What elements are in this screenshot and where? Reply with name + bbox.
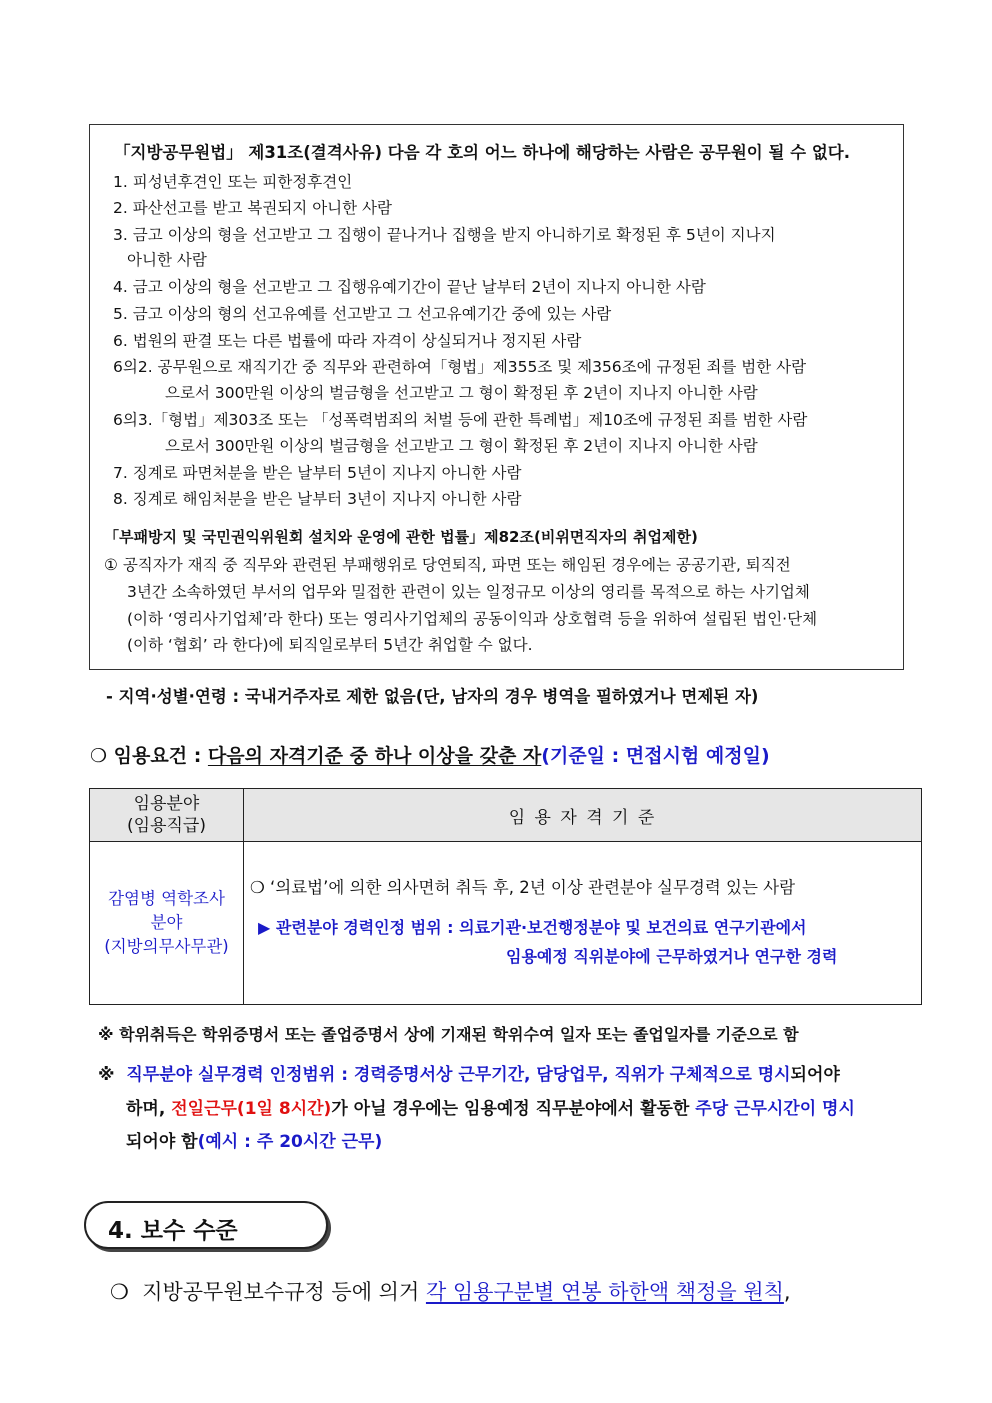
note-text: 되어야 xyxy=(790,1065,840,1085)
criteria-cell xyxy=(244,842,922,1005)
salary-text: , xyxy=(783,1280,791,1304)
list-item: 6의3.「형법」제303조 또는 「성폭력범죄의 처벌 등에 관한 특례법」제10조에 규정된 죄를 범한 사람 xyxy=(113,411,808,429)
list-item: 4. 금고 이상의 형을 선고받고 그 집행유예기간이 끝난 날부터 2년이 지나지 아니한 사람 xyxy=(113,278,706,296)
field-line: 감염병 역학조사 xyxy=(108,889,225,908)
criteria-sub: 임용예정 직위분야에 근무하였거나 연구한 경력 xyxy=(506,947,838,966)
note-degree: ※ 학위취득은 학위증명서 또는 졸업증명서 상에 기재된 학위수여 일자 또는 졸업일자를 기준으로 함 xyxy=(98,1025,799,1044)
list-item: 6. 법원의 판결 또는 다른 법률에 따라 자격이 상실되거나 정지된 사람 xyxy=(113,332,582,350)
qualification-table xyxy=(89,788,922,1005)
salary-text: 지방공무원보수규정 등에 의거 xyxy=(142,1280,426,1304)
list-item: 으로서 300만원 이상의 벌금형을 선고받고 그 형이 확정된 후 2년이 지나지 아니한 사람 xyxy=(165,437,758,455)
note-experience-cont xyxy=(126,1098,855,1120)
list-item: 6의2. 공무원으로 재직기간 중 직무와 관련하여「형법」제355조 및 제356조에 규정된 죄를 범한 사람 xyxy=(113,358,807,376)
list-item: 5. 금고 이상의 형의 선고유예를 선고받고 그 선고유예기간 중에 있는 사람 xyxy=(113,305,612,323)
law2-line: 3년간 소속하였던 부서의 업무와 밀접한 관련이 있는 일정규모 이상의 영리를 목적으로 하는 사기업체 xyxy=(127,583,810,601)
list-item: 8. 징계로 해임처분을 받은 날부터 3년이 지나지 아니한 사람 xyxy=(113,490,522,508)
note-example: (예시 : 주 20시간 근무) xyxy=(197,1132,383,1152)
list-item: 1. 피성년후견인 또는 피한정후견인 xyxy=(113,173,353,191)
note-text: 되어야 함 xyxy=(126,1132,198,1152)
disqualification-box xyxy=(89,124,904,670)
law2-line: (이하 ‘협회’ 라 한다)에 퇴직일로부터 5년간 취업할 수 없다. xyxy=(127,636,533,654)
law2-line: ① 공직자가 재직 중 직무와 관련된 부패행위로 당연퇴직, 파면 또는 해임된 경우에는 공공기관, 퇴직전 xyxy=(104,556,791,574)
note-text: 가 아닐 경우에는 임용예정 직무분야에서 활동한 xyxy=(331,1099,696,1119)
note-experience xyxy=(98,1064,840,1086)
list-item: 3. 금고 이상의 형을 선고받고 그 집행이 끝나거나 집행을 받지 아니하기로 확정된 후 5년이 지나지 xyxy=(113,226,776,244)
note-text: 하며, xyxy=(126,1099,172,1119)
list-item: 아니한 사람 xyxy=(127,251,207,269)
region-line: - 지역·성별·연령 : 국내거주자로 제한 없음(단, 남자의 경우 병역을 필하였거나 면제된 자) xyxy=(106,687,759,706)
list-item: 으로서 300만원 이상의 벌금형을 선고받고 그 형이 확정된 후 2년이 지나지 아니한 사람 xyxy=(165,384,758,402)
law2-title: 「부패방지 및 국민권익위원회 설치와 운영에 관한 법률」제82조(비위면직자의 취업제한) xyxy=(104,528,698,546)
note-highlight: 주당 근무시간이 명시 xyxy=(695,1099,855,1119)
criteria-main: ❍ ‘의료법’에 의한 의사면허 취득 후, 2년 이상 관련분야 실무경력 있는 사람 xyxy=(250,878,796,897)
section-heading xyxy=(84,1201,328,1249)
salary-line xyxy=(110,1278,791,1306)
criteria-sub: ▶ 관련분야 경력인정 범위 : 의료기관·보건행정분야 및 보건의료 연구기관에서 xyxy=(258,918,807,937)
salary-principle: 각 임용구분별 연봉 하한액 책정을 원칙 xyxy=(425,1280,784,1304)
bullet-icon: ❍ xyxy=(90,745,108,767)
header-field-cell xyxy=(90,789,244,842)
list-item: 2. 파산선고를 받고 복권되지 아니한 사람 xyxy=(113,199,392,217)
header-field: 임용분야 xyxy=(133,794,200,814)
requirement-label: 임용요건 : xyxy=(113,745,208,767)
bullet-icon: ❍ xyxy=(110,1280,129,1304)
table-row xyxy=(90,842,922,1005)
requirement-heading xyxy=(90,744,770,768)
requirement-main: 다음의 자격기준 중 하나 이상을 갖춘 자 xyxy=(207,745,542,767)
note-mark: ※ xyxy=(98,1065,115,1085)
law1-title: 「지방공무원법」 제31조(결격사유) 다음 각 호의 어느 하나에 해당하는 사람은 공무원이 될 수 없다. xyxy=(114,143,850,162)
law2-line: (이하 ‘영리사기업체’라 한다) 또는 영리사기업체의 공동이익과 상호협력 등을 위하여 설립된 법인·단체 xyxy=(127,610,818,628)
section-title: 4. 보수 수준 xyxy=(108,1218,238,1244)
list-item: 7. 징계로 파면처분을 받은 날부터 5년이 지나지 아니한 사람 xyxy=(113,464,522,482)
field-line: (지방의무사무관) xyxy=(104,937,229,956)
header-criteria: 임 용 자 격 기 준 xyxy=(244,789,922,842)
field-cell xyxy=(90,842,244,1005)
note-experience-end xyxy=(126,1131,382,1153)
note-highlight: 전일근무(1일 8시간) xyxy=(171,1099,332,1119)
table-header-row xyxy=(90,789,922,842)
header-field-sub: (임용직급) xyxy=(127,816,206,836)
field-line: 분야 xyxy=(150,913,183,932)
note-text: 직무분야 실무경력 인정범위 : 경력증명서상 근무기간, 담당업무, 직위가 구체적으로 명시 xyxy=(126,1065,791,1085)
requirement-paren: (기준일 : 면접시험 예정일) xyxy=(541,745,770,767)
